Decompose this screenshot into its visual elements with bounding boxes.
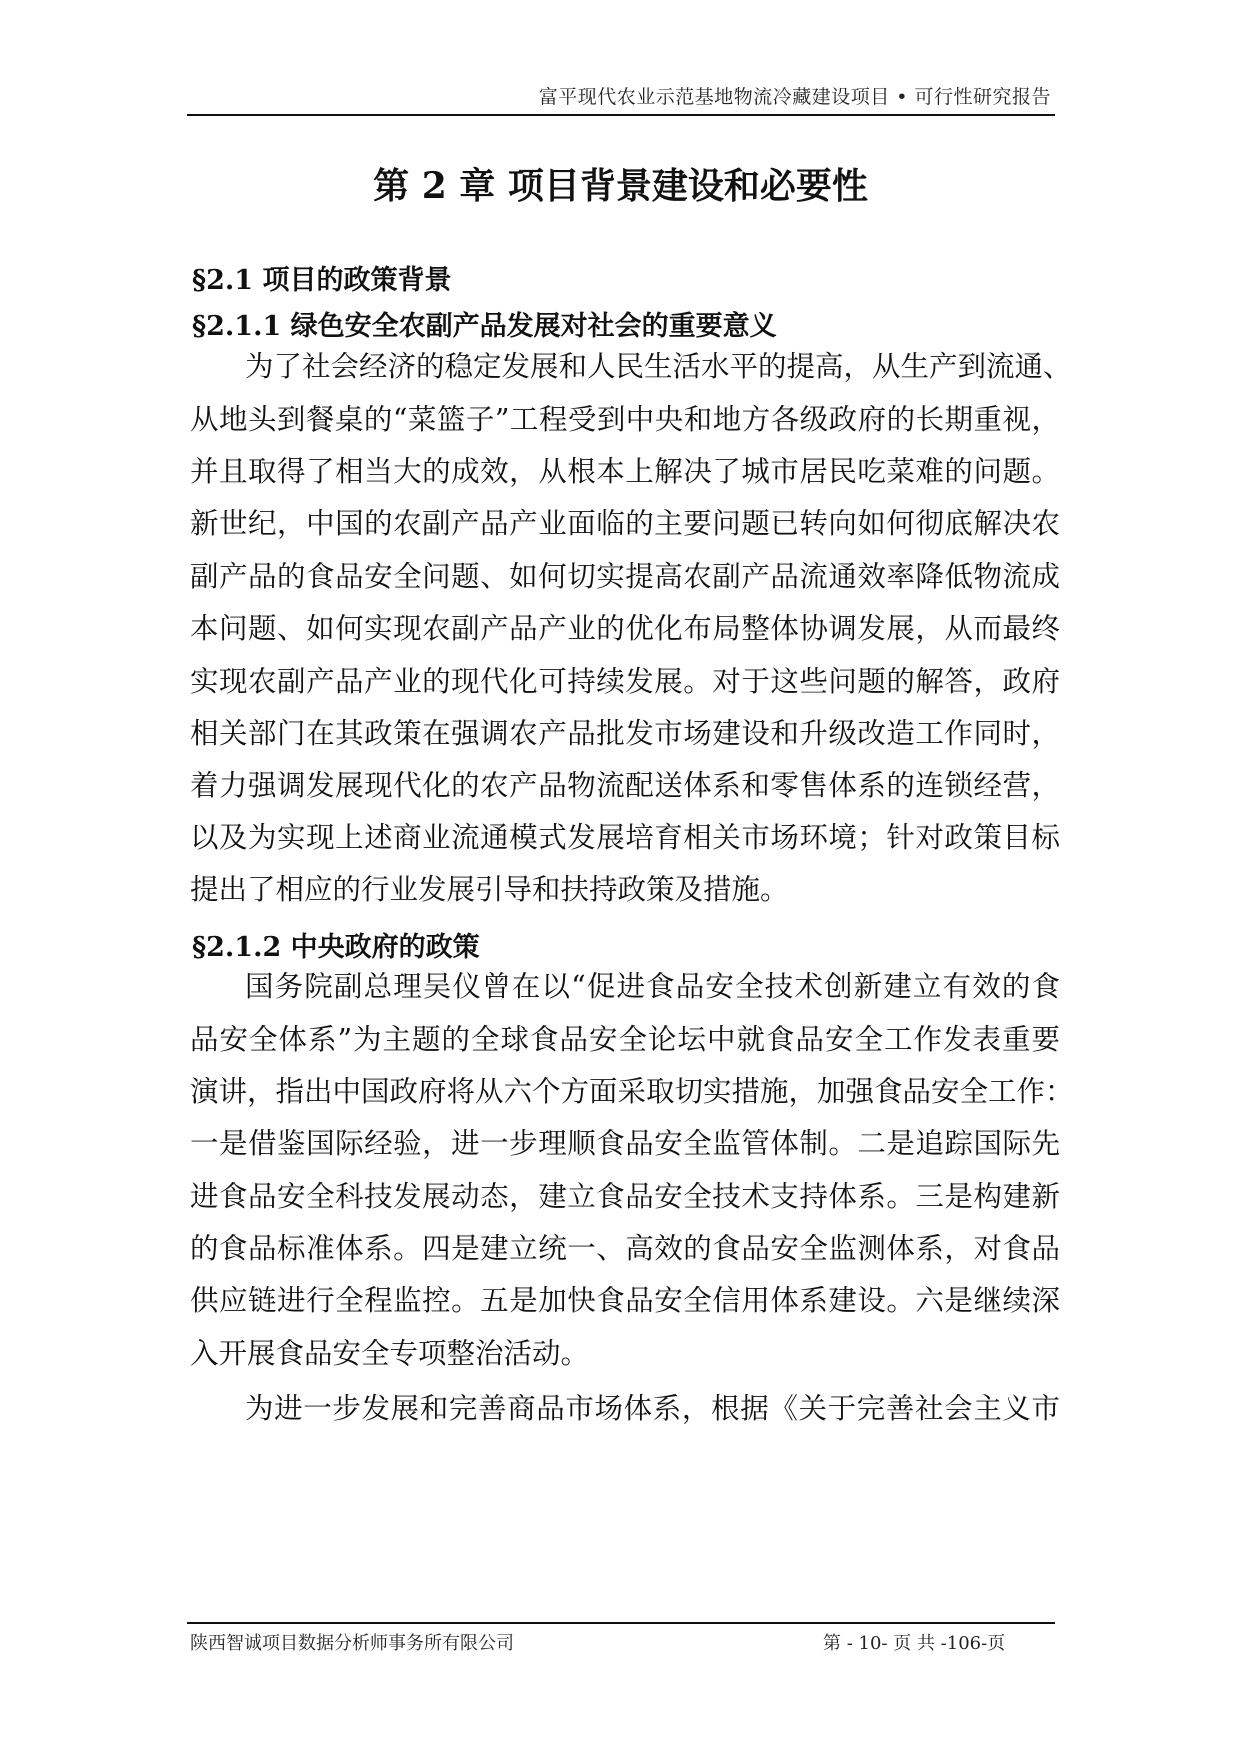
paragraph-line: 并且取得了相当大的成效，从根本上解决了城市居民吃菜难的问题。 — [190, 455, 1060, 488]
paragraph-line: 品安全体系”为主题的全球食品安全论坛中就食品安全工作发表重要 — [190, 1023, 1060, 1056]
paragraph-line: 相关部门在其政策在强调农产品批发市场建设和升级改造工作同时， — [190, 717, 1060, 750]
footer-divider — [187, 1622, 1055, 1624]
chapter-title: 第 2 章 项目背景建设和必要性 — [373, 165, 868, 207]
page-number: 第 - 10- 页 共 -106-页 — [823, 1633, 1006, 1654]
paragraph-line: 一是借鉴国际经验，进一步理顺食品安全监管体制。二是追踪国际先 — [190, 1127, 1060, 1160]
section-heading-2-1-2: §2.1.2 中央政府的政策 — [192, 932, 480, 963]
paragraph-line: 进食品安全科技发展动态，建立食品安全技术支持体系。三是构建新 — [190, 1180, 1060, 1213]
paragraph-line: 为进一步发展和完善商品市场体系，根据《关于完善社会主义市 — [245, 1392, 1060, 1425]
paragraph-line: 本问题、如何实现农副产品产业的优化布局整体协调发展，从而最终 — [190, 612, 1060, 645]
paragraph-line: 供应链进行全程监控。五是加快食品安全信用体系建设。六是继续深 — [190, 1284, 1060, 1317]
paragraph-line: 提出了相应的行业发展引导和扶持政策及措施。 — [190, 873, 789, 906]
paragraph-line: 演讲，指出中国政府将从六个方面采取切实措施，加强食品安全工作： — [190, 1075, 1074, 1108]
paragraph-line: 入开展食品安全专项整治活动。 — [190, 1337, 590, 1370]
section-heading-2-1-1: §2.1.1 绿色安全农副产品发展对社会的重要意义 — [192, 311, 777, 342]
paragraph-line: 实现农副产品产业的现代化可持续发展。对于这些问题的解答，政府 — [190, 665, 1060, 698]
paragraph-line: 以及为实现上述商业流通模式发展培育相关市场环境；针对政策目标 — [190, 821, 1060, 854]
paragraph-line: 副产品的食品安全问题、如何切实提高农副产品流通效率降低物流成 — [190, 560, 1060, 593]
paragraph-line: 的食品标准体系。四是建立统一、高效的食品安全监测体系，对食品 — [190, 1232, 1060, 1265]
footer-company: 陕西智诚项目数据分析师事务所有限公司 — [190, 1633, 514, 1654]
header-divider — [187, 114, 1055, 116]
paragraph-line: 从地头到餐桌的“菜篮子”工程受到中央和地方各级政府的长期重视， — [190, 403, 1060, 436]
paragraph-line: 新世纪，中国的农副产品产业面临的主要问题已转向如何彻底解决农 — [190, 507, 1060, 540]
section-heading-2-1: §2.1 项目的政策背景 — [192, 265, 452, 296]
paragraph-line: 国务院副总理吴仪曾在以“促进食品安全技术创新建立有效的食 — [245, 970, 1060, 1003]
paragraph-line: 着力强调发展现代化的农产品物流配送体系和零售体系的连锁经营， — [190, 769, 1060, 802]
running-header: 富平现代农业示范基地物流冷藏建设项目 • 可行性研究报告 — [538, 86, 1051, 108]
paragraph-line: 为了社会经济的稳定发展和人民生活水平的提高，从生产到流通、 — [245, 350, 1072, 383]
